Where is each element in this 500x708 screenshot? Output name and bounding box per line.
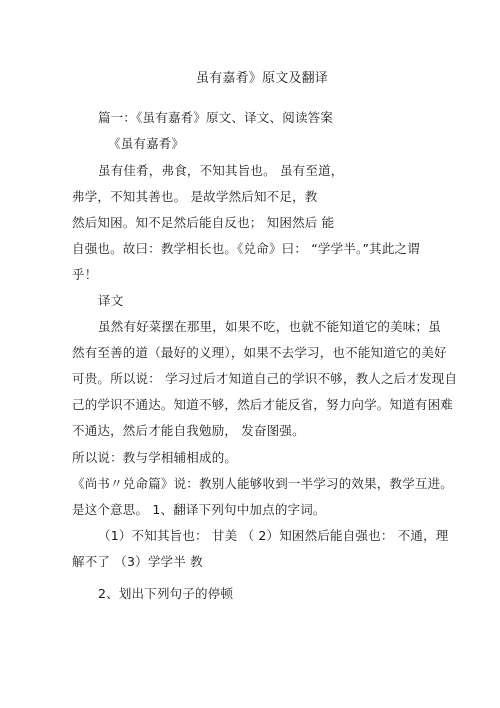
original-line: 弗学，不知其善也。 是故学然后知不足，教: [72, 189, 318, 204]
exercise-line: （1）不知其旨也： 甘美 （ 2）知困然后能自强也： 不通，理: [98, 528, 449, 543]
section-heading: 篇一：《虽有嘉肴》原文、译文、阅读答案: [98, 110, 334, 125]
translation-label: 译文: [98, 293, 124, 308]
translation-line: 《尚书〃兑命篇》说：教别人能够收到一半学习的效果，教学互进。: [72, 476, 454, 491]
original-line: 然后知困。知不足然后能自反也； 知困然后 能: [72, 215, 335, 230]
translation-line: 己的学识不通达。知道不够，然后才能反省，努力向学。知道有困难: [72, 397, 454, 412]
text-title: 《虽有嘉肴》: [108, 136, 185, 151]
exercise-line: 解不了 （3）学学半 教: [72, 554, 203, 569]
original-line: 乎！: [72, 267, 98, 282]
translation-line: 是这个意思。 1、翻译下列句中加点的字词。: [72, 502, 326, 517]
translation-line: 然有至善的道（最好的义理），如果不去学习，也不能知道它的美好: [72, 345, 447, 360]
translation-line: 所以说：教与学相辅相成的。: [72, 450, 238, 465]
document-title: 虽有嘉肴》原文及翻译: [196, 71, 329, 86]
translation-line: 可贵。所以说： 学习过后才知道自己的学识不够，教人之后才发现自: [72, 371, 458, 386]
translation-line: 虽然有好菜摆在那里，如果不吃，也就不能知道它的美味；虽: [98, 319, 441, 334]
question-heading: 2、划出下列句子的停顿: [98, 586, 234, 601]
original-line: 虽有佳肴，弗食，不知其旨也。 虽有至道，: [98, 163, 344, 178]
translation-line: 不通达，然后才能自我勉励， 发奋图强。: [72, 423, 305, 438]
original-line: 自强也。故曰：教学相长也。《兑命》曰： “学学半。”其此之谓: [72, 241, 420, 256]
